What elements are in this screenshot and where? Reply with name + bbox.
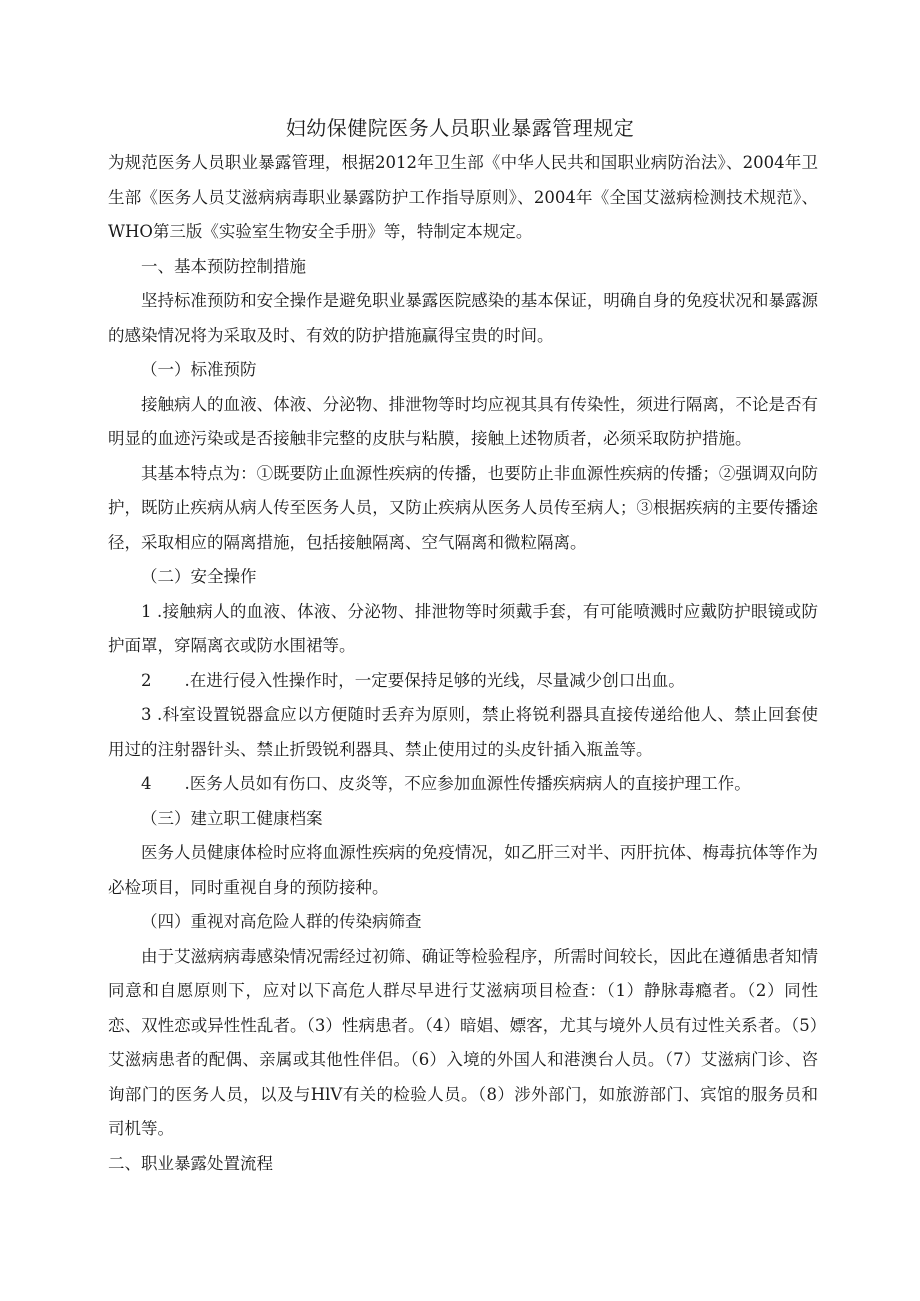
list-item: 3 .科室设置锐器盒应以方便随时丢弃为原则，禁止将锐利器具直接传递给他人、禁止回套使用过的注射器针头、禁止折毁锐利器具、禁止使用过的头皮针插入瓶盖等。 — [108, 705, 818, 759]
section-heading-1: 一、基本预防控制措施 — [141, 256, 306, 276]
document-body — [108, 146, 818, 1181]
subsection-heading: （一）标准预防 — [141, 360, 257, 379]
subsection-heading: （三）建立职工健康档案 — [141, 808, 323, 828]
section-heading-2: 二、职业暴露处置流程 — [108, 1153, 273, 1173]
body-paragraph: 接触病人的血液、体液、分泌物、排泄物等时均应视其具有传染性，须进行隔离，不论是否有明显的血迹污染或是否接触非完整的皮肤与粘膜，接触上述物质者，必须采取防护措施。 — [108, 394, 818, 448]
document-title: 妇幼保健院医务人员职业暴露管理规定 — [285, 116, 635, 140]
list-item: 2 .在进行侵入性操作时，一定要保持足够的光线，尽量减少创口出血。 — [141, 670, 685, 690]
body-paragraph: 坚持标准预防和安全操作是避免职业暴露医院感染的基本保证，明确自身的免疫状况和暴露源的感染情况将为采取及时、有效的防护措施赢得宝贵的时间。 — [108, 291, 818, 345]
subsection-heading: （四）重视对高危险人群的传染病筛查 — [141, 912, 422, 931]
body-paragraph: 医务人员健康体检时应将血源性疾病的免疫情况，如乙肝三对半、丙肝抗体、梅毒抗体等作为必检项目，同时重视自身的预防接种。 — [108, 843, 818, 897]
subsection-heading: （二）安全操作 — [141, 567, 257, 586]
list-item: 4 .医务人员如有伤口、皮炎等，不应参加血源性传播疾病病人的直接护理工作。 — [141, 774, 751, 793]
list-item: 1 .接触病人的血液、体液、分泌物、排泄物等时须戴手套，有可能喷溅时应戴防护眼镜或防护面罩，穿隔离衣或防水围裙等。 — [108, 601, 818, 655]
body-paragraph: 其基本特点为：①既要防止血源性疾病的传播，也要防止非血源性疾病的传播；②强调双向防护，既防止疾病从病人传至医务人员，又防止疾病从医务人员传至病人；③根据疾病的主要传播途径，采取相应的隔离措施，包括接触隔离、空气隔离和微粒隔离。 — [108, 463, 818, 552]
intro-paragraph: 为规范医务人员职业暴露管理，根据2012年卫生部《中华人民共和国职业病防治法》、2004年卫生部《医务人员艾滋病病毒职业暴露防护工作指导原则》、2004年《全国艾滋病检测技术规范》、WHO第三版《实验室生物安全手册》等，特制定本规定。 — [108, 153, 818, 241]
body-paragraph: 由于艾滋病病毒感染情况需经过初筛、确证等检验程序，所需时间较长，因此在遵循患者知情同意和自愿原则下，应对以下高危人群尽早进行艾滋病项目检查：（1）静脉毒瘾者。（2）同性恋、双性恋或异性性乱者。（3）性病患者。（4）暗娼、嫖客，尤其与境外人员有过性关系者。（5）艾滋病患者的配偶、亲属或其他性伴侣。（6）入境的外国人和港澳台人员。（7）艾滋病门诊、咨询部门的医务人员，以及与HlV有关的检验人员。（8）涉外部门，如旅游部门、宾馆的服务员和司机等。 — [108, 946, 818, 1138]
